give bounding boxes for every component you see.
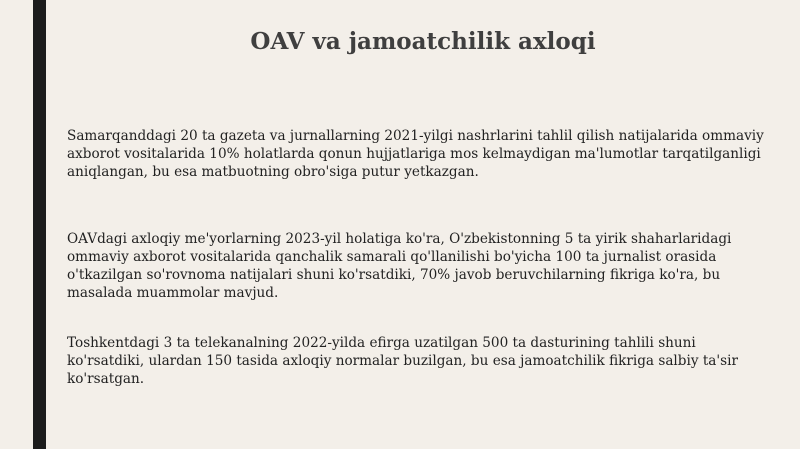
slide-title: OAV va jamoatchilik axloqi: [250, 28, 596, 55]
slide-left-accent-bar: [33, 0, 46, 449]
paragraph-tashkent-tv: Toshkentdagi 3 ta telekanalning 2022-yilda efirga uzatilgan 500 ta dasturining tahlili shuni ko'rsatdiki, ulardan 150 tasida axloqiy normalar buzilgan, bu esa jamoatchilik fikriga salbiy ta'sir ko'rsatgan.: [67, 335, 738, 387]
paragraph-journalist-survey: OAVdagi axloqiy me'yorlarning 2023-yil holatiga ko'ra, O'zbekistonning 5 ta yirik shaharlaridagi ommaviy axborot vositalarida qanchalik samarali qo'llanilishi bo'yicha 100 ta jurnalist orasida o'tkazilgan so'rovnoma natijalari shuni ko'rsatdiki, 70% javob beruvchilarning fikriga ko'ra, bu masalada muammolar mavjud.: [67, 231, 732, 301]
paragraph-samarqand-press: Samarqanddagi 20 ta gazeta va jurnallarning 2021-yilgi nashrlarini tahlil qilish natijalarida ommaviy axborot vositalarida 10% holatlarda qonun hujjatlariga mos kelmaydigan ma'lumotlar tarqatilganligi aniqlangan, bu esa matbuotning obro'siga putur yetkazgan.: [67, 128, 764, 180]
